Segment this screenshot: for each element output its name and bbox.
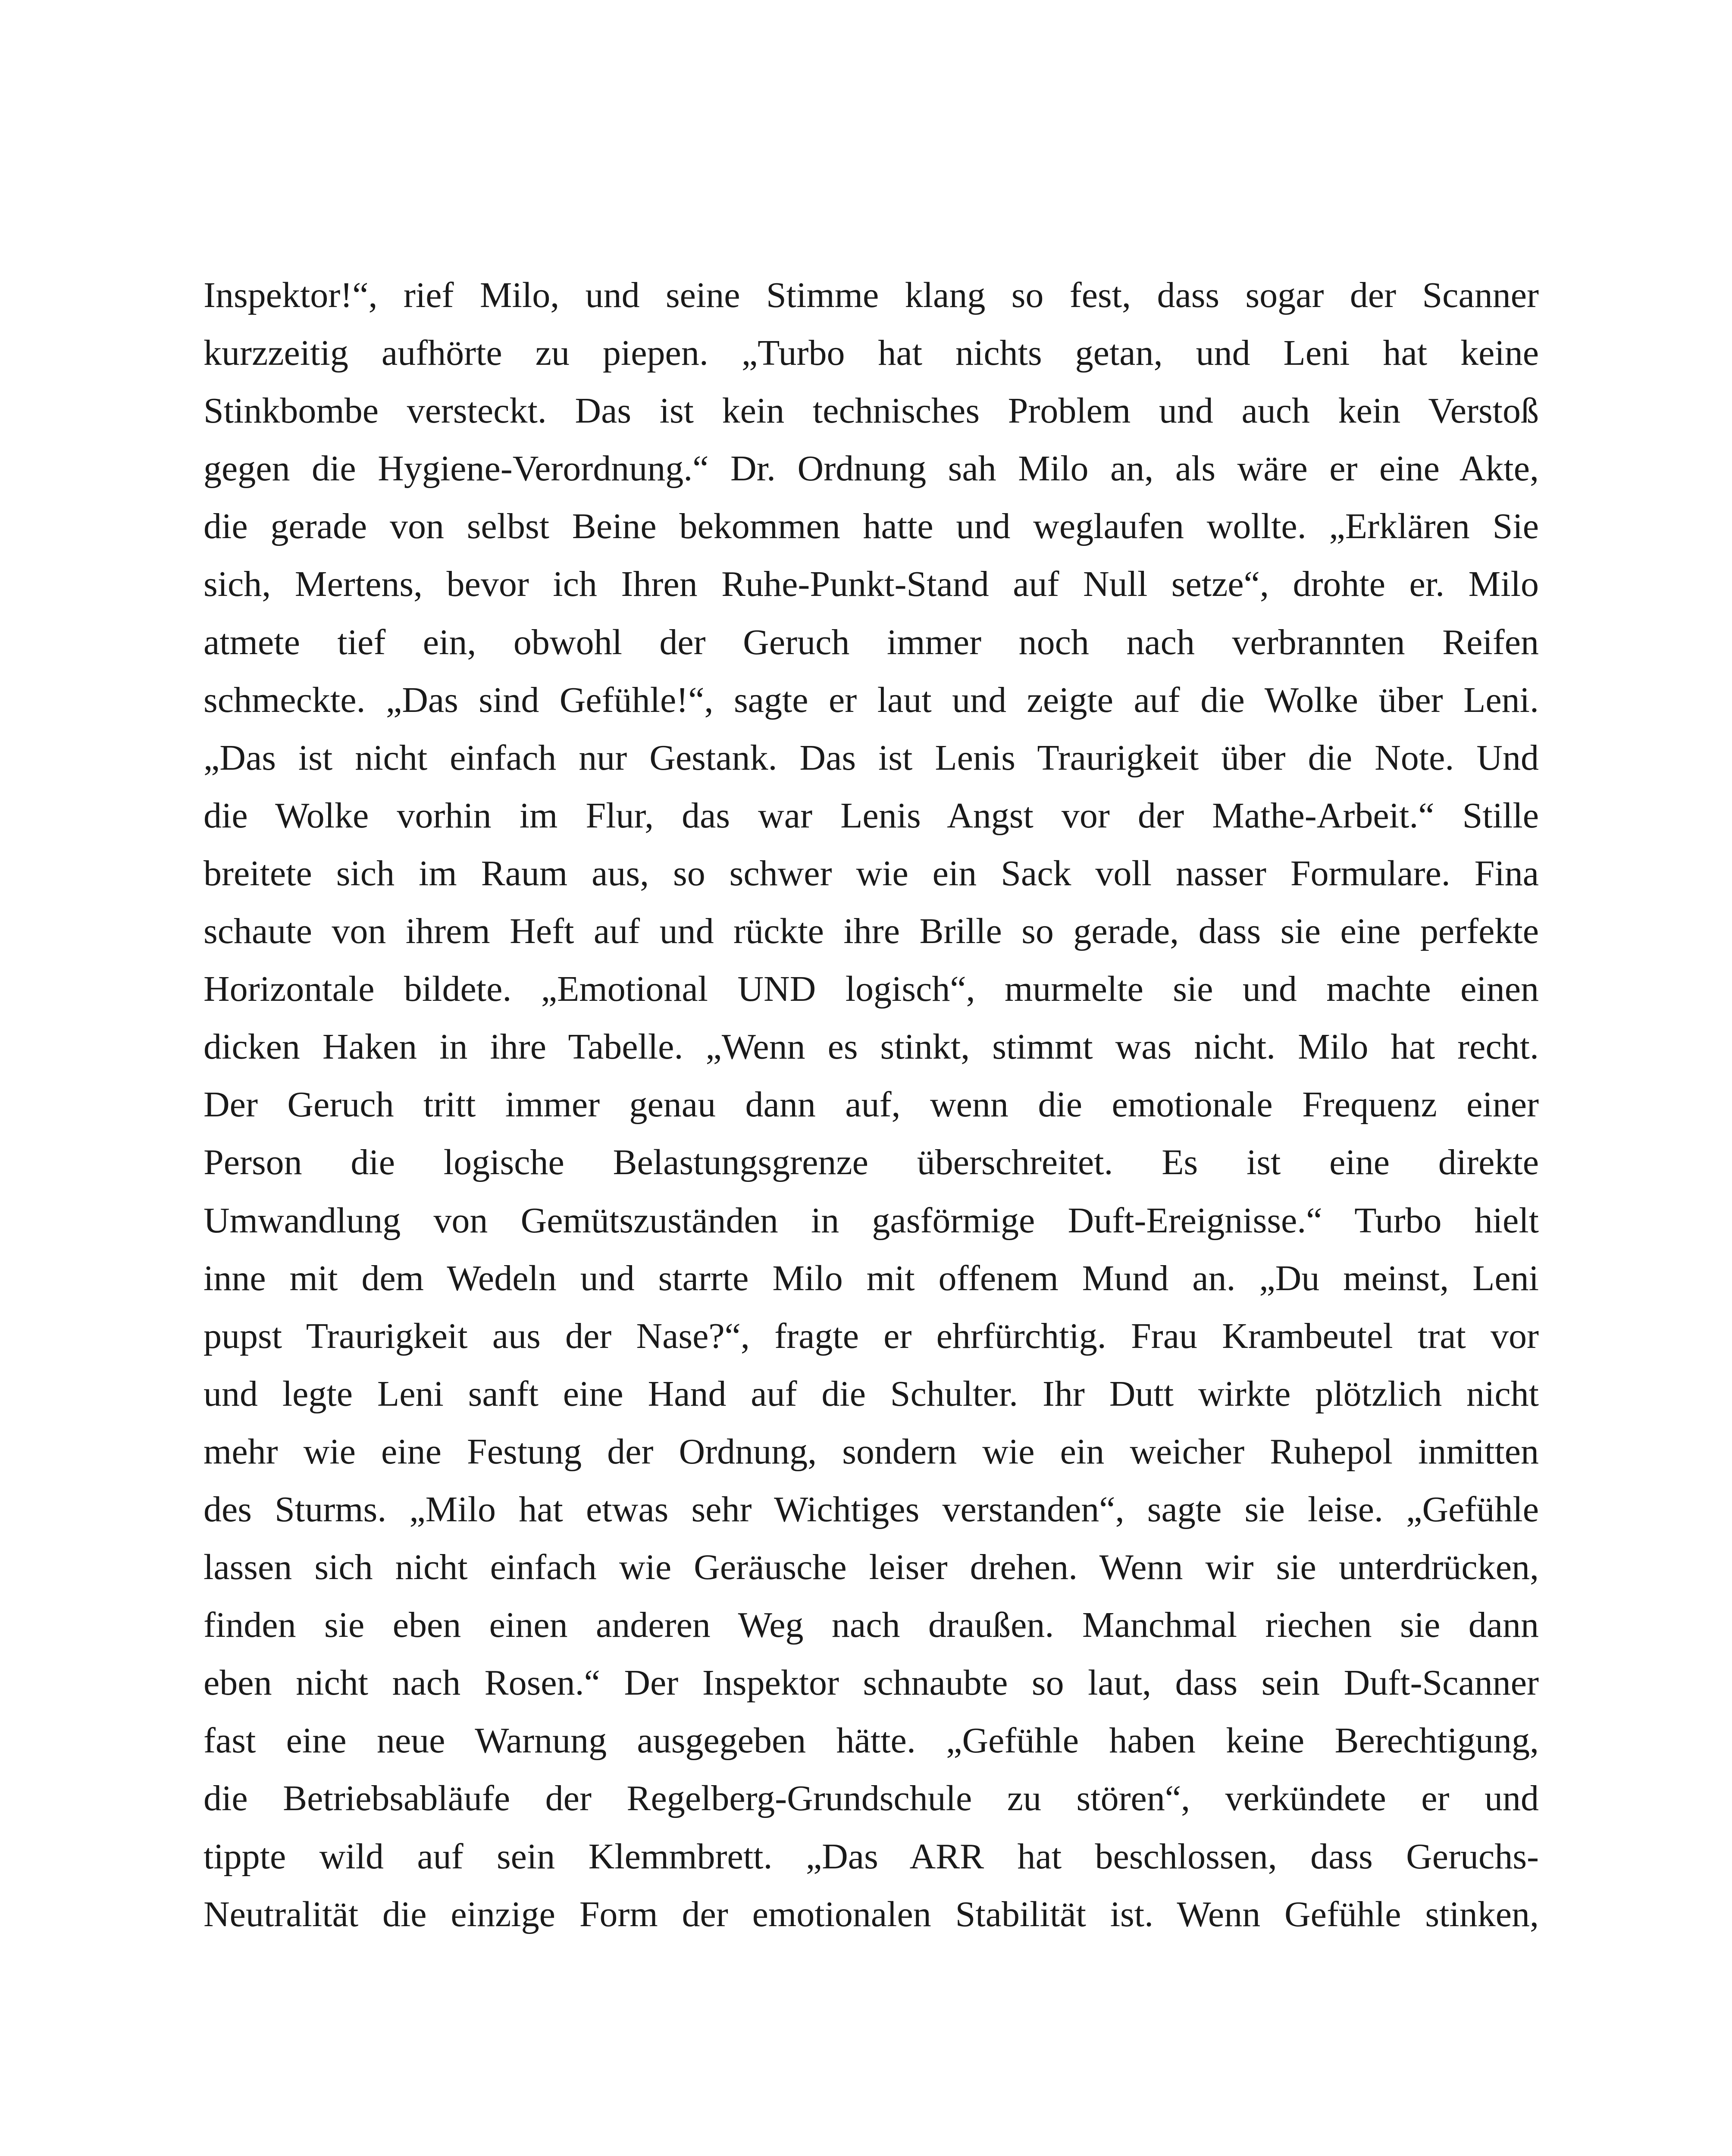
text-line: fast eine neue Warnung ausgegeben hätte. „Gefühle haben keine Berechtigung, xyxy=(204,1720,1539,1761)
text-line: des Sturms. „Milo hat etwas sehr Wichtiges verstanden“, sagte sie leise. „Gefühle xyxy=(204,1489,1539,1529)
text-line: Stinkbombe versteckt. Das ist kein technisches Problem und auch kein Verstoß xyxy=(204,391,1539,431)
text-line: breitete sich im Raum aus, so schwer wie ein Sack voll nasser Formulare. Fina xyxy=(204,853,1539,893)
text-line: Neutralität die einzige Form der emotionalen Stabilität ist. Wenn Gefühle stinken, xyxy=(204,1894,1539,1934)
text-line: Horizontale bildete. „Emotional UND logisch“, murmelte sie und machte einen xyxy=(204,969,1539,1009)
text-line: gegen die Hygiene-Verordnung.“ Dr. Ordnung sah Milo an, als wäre er eine Akte, xyxy=(204,448,1539,489)
text-line: Person die logische Belastungsgrenze überschreitet. Es ist eine direkte xyxy=(204,1142,1539,1183)
text-line: mehr wie eine Festung der Ordnung, sondern wie ein weicher Ruhepol inmitten xyxy=(204,1431,1539,1472)
text-line: tippte wild auf sein Klemmbrett. „Das ARR hat beschlossen, dass Geruchs- xyxy=(204,1836,1539,1877)
text-line: atmete tief ein, obwohl der Geruch immer noch nach verbrannten Reifen xyxy=(204,622,1539,662)
text-line: Inspektor!“, rief Milo, und seine Stimme klang so fest, dass sogar der Scanner xyxy=(204,275,1539,315)
text-line: Der Geruch tritt immer genau dann auf, wenn die emotionale Frequenz einer xyxy=(204,1084,1539,1125)
text-line: finden sie eben einen anderen Weg nach draußen. Manchmal riechen sie dann xyxy=(204,1605,1539,1645)
text-line: die Wolke vorhin im Flur, das war Lenis Angst vor der Mathe-Arbeit.“ Stille xyxy=(204,795,1539,836)
body-text xyxy=(204,266,1539,1943)
text-line: Umwandlung von Gemütszuständen in gasförmige Duft-Ereignisse.“ Turbo hielt xyxy=(204,1200,1539,1241)
text-line: pupst Traurigkeit aus der Nase?“, fragte er ehrfürchtig. Frau Krambeutel trat vor xyxy=(204,1316,1539,1356)
text-line: dicken Haken in ihre Tabelle. „Wenn es stinkt, stimmt was nicht. Milo hat recht. xyxy=(204,1027,1539,1067)
text-line: kurzzeitig aufhörte zu piepen. „Turbo hat nichts getan, und Leni hat keine xyxy=(204,333,1539,373)
text-line: inne mit dem Wedeln und starrte Milo mit offenem Mund an. „Du meinst, Leni xyxy=(204,1258,1539,1298)
text-line: schaute von ihrem Heft auf und rückte ihre Brille so gerade, dass sie eine perfekte xyxy=(204,911,1539,952)
text-line: lassen sich nicht einfach wie Geräusche leiser drehen. Wenn wir sie unterdrücken, xyxy=(204,1547,1539,1588)
text-line: schmeckte. „Das sind Gefühle!“, sagte er laut und zeigte auf die Wolke über Leni. xyxy=(204,680,1539,720)
text-line: sich, Mertens, bevor ich Ihren Ruhe-Punkt-Stand auf Null setze“, drohte er. Milo xyxy=(204,564,1539,605)
text-line: die gerade von selbst Beine bekommen hatte und weglaufen wollte. „Erklären Sie xyxy=(204,506,1539,547)
text-line: eben nicht nach Rosen.“ Der Inspektor schnaubte so laut, dass sein Duft-Scanner xyxy=(204,1663,1539,1703)
text-line: „Das ist nicht einfach nur Gestank. Das ist Lenis Traurigkeit über die Note. Und xyxy=(204,737,1539,778)
text-line: die Betriebsabläufe der Regelberg-Grundschule zu stören“, verkündete er und xyxy=(204,1778,1539,1819)
text-line: und legte Leni sanft eine Hand auf die Schulter. Ihr Dutt wirkte plötzlich nicht xyxy=(204,1373,1539,1414)
